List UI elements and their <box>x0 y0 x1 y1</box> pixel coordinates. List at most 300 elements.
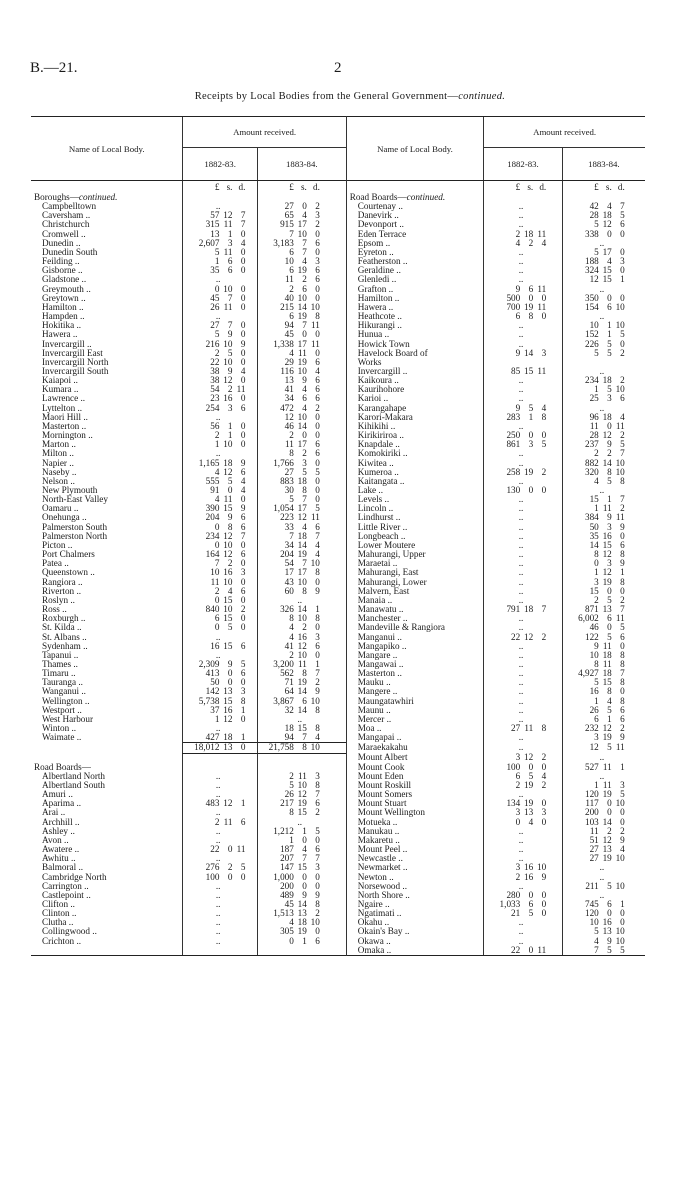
table-row <box>31 799 645 808</box>
left-leader <box>160 733 183 743</box>
left-body-name: Maori Hill .. <box>42 412 88 422</box>
left-amount-y2: 43 10 0 <box>257 578 346 587</box>
right-body-name: Knapdale .. <box>346 440 462 449</box>
left-leader <box>160 614 183 623</box>
left-body-name: Oamaru .. <box>42 504 79 514</box>
left-amount-y1: 1 6 0 <box>183 257 257 266</box>
table-row <box>31 559 645 568</box>
left-body-name: Queenstown .. <box>42 568 95 578</box>
right-body-name: Mount Eden <box>346 772 462 781</box>
right-leader <box>462 440 484 449</box>
right-amount-y2: 1 11 3 <box>562 781 645 790</box>
col-header-year1-left: 1882-83. <box>183 148 257 181</box>
right-body-name: Mount Roskill <box>346 781 462 790</box>
table-row <box>31 321 645 330</box>
left-amount-y2: 1,000 0 0 <box>257 873 346 882</box>
left-body-name: Invercargill East <box>42 348 103 358</box>
right-amount-y1: .. <box>484 477 563 486</box>
right-amount-y1: 258 19 2 <box>484 468 563 477</box>
right-amount-y1: .. <box>484 340 563 349</box>
left-amount-y2: 116 10 4 <box>257 367 346 376</box>
right-amount-y2: 27 19 10 <box>562 854 645 863</box>
left-leader <box>160 633 183 642</box>
table-row <box>31 193 645 202</box>
left-leader <box>160 321 183 330</box>
left-amount-y1: 27 7 0 <box>183 321 257 330</box>
section-heading: Road Boards— <box>34 762 91 772</box>
right-amount-y2: 117 0 10 <box>562 799 645 808</box>
right-amount-y1: 134 19 0 <box>484 799 563 808</box>
section-heading: Boroughs— <box>34 193 79 202</box>
right-amount-y2: 27 13 4 <box>562 845 645 854</box>
right-body-name: Mercer .. <box>346 715 462 724</box>
left-body-name: Clinton .. <box>42 909 77 919</box>
left-body-name: Hamilton .. <box>42 302 84 312</box>
right-body-name: Malvern, East <box>346 587 462 596</box>
right-amount-y1: 2 19 2 <box>484 781 563 790</box>
table-row <box>31 358 645 367</box>
left-leader <box>160 340 183 349</box>
right-leader <box>462 873 484 882</box>
right-amount-y2: 234 18 2 <box>562 376 645 385</box>
right-body-name: Mangere .. <box>346 687 462 696</box>
left-body-name: Arai .. <box>42 808 66 818</box>
right-amount-y1: 9 5 4 <box>484 404 563 413</box>
right-body-name: Eyreton .. <box>346 248 462 257</box>
right-amount-y1: .. <box>484 523 563 532</box>
table-row <box>31 459 645 468</box>
right-amount-y1: .. <box>484 660 563 669</box>
table-row <box>31 763 645 772</box>
table-row <box>31 946 645 956</box>
left-amount-y2: 6 7 0 <box>257 248 346 257</box>
left-body-name: Albertland South <box>42 780 106 790</box>
table-row <box>31 596 645 605</box>
right-amount-y1: 3 16 10 <box>484 863 563 872</box>
right-leader <box>462 367 484 376</box>
left-leader <box>160 660 183 669</box>
right-amount-y2: 4 9 10 <box>562 937 645 946</box>
right-amount-y2: 120 0 0 <box>562 909 645 918</box>
left-leader <box>160 706 183 715</box>
left-body-name: West Harbour <box>42 714 94 724</box>
left-amount-y2: 187 4 6 <box>257 845 346 854</box>
right-amount-y2: 15 0 0 <box>562 587 645 596</box>
right-amount-y2: .. <box>562 891 645 900</box>
left-leader <box>160 523 183 532</box>
right-body-name: Featherston .. <box>346 257 462 266</box>
left-body-name: Wellington .. <box>42 696 90 706</box>
left-amount-y1: .. <box>183 927 257 936</box>
table-row <box>31 687 645 696</box>
right-leader <box>462 669 484 678</box>
left-amount-y2: .. <box>257 818 346 827</box>
right-amount-y1: .. <box>484 642 563 651</box>
left-amount-y1: 56 1 0 <box>183 422 257 431</box>
left-amount-y2: 54 7 10 <box>257 559 346 568</box>
left-amount-y2: 8 10 8 <box>257 614 346 623</box>
left-leader <box>160 376 183 385</box>
left-amount-y1: 483 12 1 <box>183 799 257 808</box>
left-body-name: Timaru .. <box>42 669 76 679</box>
left-body-name: Awhitu .. <box>42 854 76 864</box>
right-amount-y1: .. <box>484 790 563 799</box>
right-amount-y2: 2 5 2 <box>562 596 645 605</box>
table-row <box>31 818 645 827</box>
left-body-name: Hokitika .. <box>42 321 82 331</box>
left-leader <box>160 385 183 394</box>
left-leader <box>160 891 183 900</box>
right-amount-y2: 232 12 2 <box>562 724 645 733</box>
right-amount-y2: 10 1 10 <box>562 321 645 330</box>
right-amount-y2: 12 5 11 <box>562 743 645 753</box>
right-amount-y2: 1 12 1 <box>562 568 645 577</box>
left-amount-y1: 840 10 2 <box>183 605 257 614</box>
left-amount-y2: 60 8 9 <box>257 587 346 596</box>
right-leader <box>462 753 484 763</box>
left-body-name: Nelson .. <box>42 476 75 486</box>
left-leader <box>160 404 183 413</box>
table-row <box>31 854 645 863</box>
section-heading: Road Boards— <box>349 193 407 202</box>
left-body-name <box>31 946 160 956</box>
left-body-name: Lyttelton .. <box>42 403 83 413</box>
left-amount-y1: 2 4 6 <box>183 587 257 596</box>
left-body-name <box>31 753 160 763</box>
table-row <box>31 541 645 550</box>
right-amount-y2: 11 2 2 <box>562 827 645 836</box>
table-row <box>31 623 645 632</box>
left-amount-y1: .. <box>183 413 257 422</box>
right-amount-y2: .. <box>562 873 645 882</box>
left-amount-y1: 26 11 0 <box>183 303 257 312</box>
table-row <box>31 394 645 403</box>
right-amount-y1: .. <box>484 550 563 559</box>
units-left-y1: £ s. d. <box>183 181 257 194</box>
right-amount-y2: 9 11 0 <box>562 642 645 651</box>
left-leader <box>160 724 183 733</box>
right-amount-y1: 250 0 0 <box>484 431 563 440</box>
right-body-name: Works <box>346 358 462 367</box>
right-body-name: Newcastle .. <box>346 854 462 863</box>
left-amount-y2: 7 10 0 <box>257 230 346 239</box>
left-body-name: Campbelltown <box>42 202 97 212</box>
left-amount-y1: .. <box>183 937 257 946</box>
col-header-name-left: Name of Local Body. <box>31 117 183 181</box>
right-leader <box>462 422 484 431</box>
right-body-name: Manawatu .. <box>346 605 462 614</box>
right-body-name: Kumeroa .. <box>346 468 462 477</box>
right-leader <box>462 330 484 339</box>
right-body-name: Mahurangi, Upper <box>346 550 462 559</box>
left-leader <box>160 623 183 632</box>
right-amount-y1: .. <box>484 587 563 596</box>
right-amount-y2: 324 15 0 <box>562 266 645 275</box>
table-row <box>31 404 645 413</box>
right-body-name: Karangahape <box>346 404 462 413</box>
left-body-name: Dunedin South <box>42 247 98 257</box>
left-body-name: Napier .. <box>42 458 74 468</box>
table-row <box>31 578 645 587</box>
left-amount-y1: 16 15 6 <box>183 642 257 651</box>
left-leader <box>160 873 183 882</box>
left-amount-y2: .. <box>257 596 346 605</box>
left-leader <box>160 587 183 596</box>
left-amount-y2: 204 19 4 <box>257 550 346 559</box>
table-row <box>31 882 645 891</box>
left-amount-y2: 0 1 6 <box>257 937 346 946</box>
table-row <box>31 587 645 596</box>
right-amount-y1: .. <box>484 596 563 605</box>
right-leader <box>462 633 484 642</box>
left-amount-y2: 6 19 8 <box>257 312 346 321</box>
table-row <box>31 633 645 642</box>
right-body-name: Mahurangi, Lower <box>346 578 462 587</box>
table-row <box>31 495 645 504</box>
right-amount-y2: 4 5 8 <box>562 477 645 486</box>
left-amount-y2: 472 4 2 <box>257 404 346 413</box>
table-row <box>31 937 645 946</box>
right-leader <box>462 230 484 239</box>
right-amount-y1: .. <box>484 678 563 687</box>
left-body-name: Riverton .. <box>42 586 82 596</box>
left-amount-y2: 3,200 11 1 <box>257 660 346 669</box>
receipts-table <box>31 116 645 956</box>
right-amount-y1: .. <box>484 459 563 468</box>
section-continued: continued. <box>78 193 118 202</box>
left-body-name: Avon .. <box>42 835 69 845</box>
right-body-name: Mount Cook <box>346 763 462 772</box>
table-row <box>31 808 645 817</box>
left-amount-y1: 5 9 0 <box>183 330 257 339</box>
left-amount-y2: 34 14 4 <box>257 541 346 550</box>
right-amount-y2: 350 0 0 <box>562 294 645 303</box>
right-amount-y2: 10 18 8 <box>562 651 645 660</box>
left-amount-y1: .. <box>183 724 257 733</box>
left-leader <box>160 422 183 431</box>
right-amount-y1: .. <box>484 697 563 706</box>
left-amount-y2: 1,054 17 5 <box>257 504 346 513</box>
left-body-name: Gladstone .. <box>42 275 87 285</box>
right-leader <box>462 495 484 504</box>
left-amount-y2: 1,338 17 11 <box>257 340 346 349</box>
left-leader <box>160 596 183 605</box>
left-amount-y1: .. <box>183 449 257 458</box>
right-amount-y1: .. <box>484 706 563 715</box>
right-leader <box>462 321 484 330</box>
right-leader <box>462 918 484 927</box>
right-amount-y1: 2 16 9 <box>484 873 563 882</box>
table-row <box>31 642 645 651</box>
left-amount-y1: 142 13 3 <box>183 687 257 696</box>
units-right-y1: £ s. d. <box>484 181 563 194</box>
right-body-name: Mangawai .. <box>346 660 462 669</box>
right-leader <box>462 614 484 623</box>
right-amount-y2: .. <box>562 239 645 248</box>
right-body-name: Longbeach .. <box>346 532 462 541</box>
right-amount-y2: 1 4 8 <box>562 697 645 706</box>
right-amount-y2: 12 15 1 <box>562 275 645 284</box>
right-leader <box>462 900 484 909</box>
right-amount-y1: .. <box>484 394 563 403</box>
left-amount-y2: 33 4 6 <box>257 523 346 532</box>
right-amount-y2: 25 3 6 <box>562 394 645 403</box>
right-amount-y1: 0 4 0 <box>484 818 563 827</box>
left-leader <box>160 845 183 854</box>
left-body-name <box>31 743 160 753</box>
left-leader <box>160 937 183 946</box>
left-amount-y1: 0 15 0 <box>183 596 257 605</box>
left-body-name: Westport .. <box>42 705 82 715</box>
right-leader <box>462 743 484 753</box>
left-amount-y1: 10 16 3 <box>183 568 257 577</box>
table-row <box>31 340 645 349</box>
table-row <box>31 605 645 614</box>
right-amount-y2: .. <box>562 772 645 781</box>
right-body-name: Maunu .. <box>346 706 462 715</box>
right-amount-y2: 1 11 2 <box>562 504 645 513</box>
left-leader <box>160 413 183 422</box>
right-amount-y2: 5 13 10 <box>562 927 645 936</box>
left-body-name: Aparima .. <box>42 799 82 809</box>
right-leader <box>462 882 484 891</box>
left-body-name: Patea .. <box>42 559 69 569</box>
right-body-name: Lake .. <box>346 486 462 495</box>
right-amount-y2: 46 0 5 <box>562 623 645 632</box>
table-row <box>31 550 645 559</box>
right-body-name: Okain's Bay .. <box>346 927 462 936</box>
right-body-name: Hamilton .. <box>346 294 462 303</box>
table-row <box>31 873 645 882</box>
right-leader <box>462 275 484 284</box>
left-leader <box>160 202 183 211</box>
right-amount-y1: 500 0 0 <box>484 294 563 303</box>
right-amount-y1: .. <box>484 687 563 696</box>
left-amount-y1: 1 10 0 <box>183 440 257 449</box>
table-row <box>31 918 645 927</box>
left-leader <box>160 790 183 799</box>
right-amount-y1: .. <box>484 882 563 891</box>
left-body-name: Collingwood .. <box>42 927 97 937</box>
left-leader <box>160 495 183 504</box>
left-leader <box>160 605 183 614</box>
table-row <box>31 376 645 385</box>
right-amount-y1: .. <box>484 669 563 678</box>
right-amount-y1: 21 5 0 <box>484 909 563 918</box>
left-leader <box>160 211 183 220</box>
right-leader <box>462 605 484 614</box>
right-body-name: Invercargill .. <box>346 367 462 376</box>
right-amount-y1: .. <box>484 532 563 541</box>
right-body-name: Karioi .. <box>346 394 462 403</box>
table-row <box>31 909 645 918</box>
right-body-name: Kaitangata .. <box>346 477 462 486</box>
right-amount-y1: .. <box>484 321 563 330</box>
left-body-name: Waimate .. <box>42 733 82 743</box>
left-leader <box>160 918 183 927</box>
table-row <box>31 891 645 900</box>
left-amount-y2: 3,867 6 10 <box>257 697 346 706</box>
left-amount-y1: .. <box>183 900 257 909</box>
right-body-name: Ngaire .. <box>346 900 462 909</box>
right-amount-y1: 3 12 2 <box>484 753 563 763</box>
right-leader <box>462 431 484 440</box>
left-leader <box>160 303 183 312</box>
right-amount-y2: 26 5 6 <box>562 706 645 715</box>
left-amount-y1: 2 5 0 <box>183 349 257 358</box>
right-body-name: Mangapai .. <box>346 733 462 743</box>
left-body-name: Tapanui .. <box>42 650 79 660</box>
right-amount-y2: 16 8 0 <box>562 687 645 696</box>
left-amount-y1: 4 12 6 <box>183 468 257 477</box>
left-amount-y1: 1,165 18 9 <box>183 459 257 468</box>
col-header-amount-right: Amount received. <box>484 117 645 148</box>
left-body-name: Winton .. <box>42 724 77 734</box>
right-amount-y2: 51 12 9 <box>562 836 645 845</box>
right-body-name: Hunua .. <box>346 330 462 339</box>
left-body-name: Crichton .. <box>42 936 82 946</box>
title-continued: continued. <box>458 91 506 102</box>
left-amount-y2: .. <box>257 715 346 724</box>
left-amount-y1: .. <box>183 202 257 211</box>
right-amount-y1: .. <box>484 220 563 229</box>
left-amount-y1: 413 0 6 <box>183 669 257 678</box>
left-body-name: St. Albans .. <box>42 632 87 642</box>
left-amount-y2: 10 4 3 <box>257 257 346 266</box>
left-amount-y1: 254 3 6 <box>183 404 257 413</box>
left-leader <box>160 468 183 477</box>
right-amount-y1: .. <box>484 211 563 220</box>
left-body-name: Carrington .. <box>42 881 89 891</box>
right-amount-y2: 42 4 7 <box>562 202 645 211</box>
right-amount-y1: 280 0 0 <box>484 891 563 900</box>
right-amount-y1: .. <box>484 248 563 257</box>
right-body-name: Mangare .. <box>346 651 462 660</box>
right-body-name: Havelock Board of <box>346 349 462 358</box>
col-header-year2-right: 1883-84. <box>562 148 645 181</box>
table-row <box>31 669 645 678</box>
right-amount-y1: 27 11 8 <box>484 724 563 733</box>
right-leader <box>462 376 484 385</box>
right-amount-y1: .. <box>484 513 563 522</box>
left-amount-y1: 38 9 4 <box>183 367 257 376</box>
left-body-name: Invercargill .. <box>42 339 92 349</box>
left-leader <box>160 239 183 248</box>
left-amount-y1: 7 2 0 <box>183 559 257 568</box>
right-body-name: Lincoln .. <box>346 504 462 513</box>
right-amount-y1: 6 5 4 <box>484 772 563 781</box>
left-amount-y1: 22 10 0 <box>183 358 257 367</box>
right-leader <box>462 587 484 596</box>
right-leader <box>462 772 484 781</box>
right-leader <box>462 550 484 559</box>
left-leader <box>160 285 183 294</box>
right-body-name: Eden Terrace <box>346 230 462 239</box>
left-amount-y2: 4 2 0 <box>257 623 346 632</box>
right-leader <box>462 799 484 808</box>
left-amount-y1 <box>183 946 257 956</box>
right-amount-y1: 22 12 2 <box>484 633 563 642</box>
right-leader <box>462 477 484 486</box>
left-leader <box>160 772 183 781</box>
left-amount-y1: 1 12 0 <box>183 715 257 724</box>
left-amount-y2: 12 10 0 <box>257 413 346 422</box>
right-amount-y1: .. <box>484 733 563 743</box>
right-leader <box>462 294 484 303</box>
right-amount-y2 <box>562 358 645 367</box>
left-amount-y2: 11 17 6 <box>257 440 346 449</box>
left-leader <box>160 763 183 772</box>
